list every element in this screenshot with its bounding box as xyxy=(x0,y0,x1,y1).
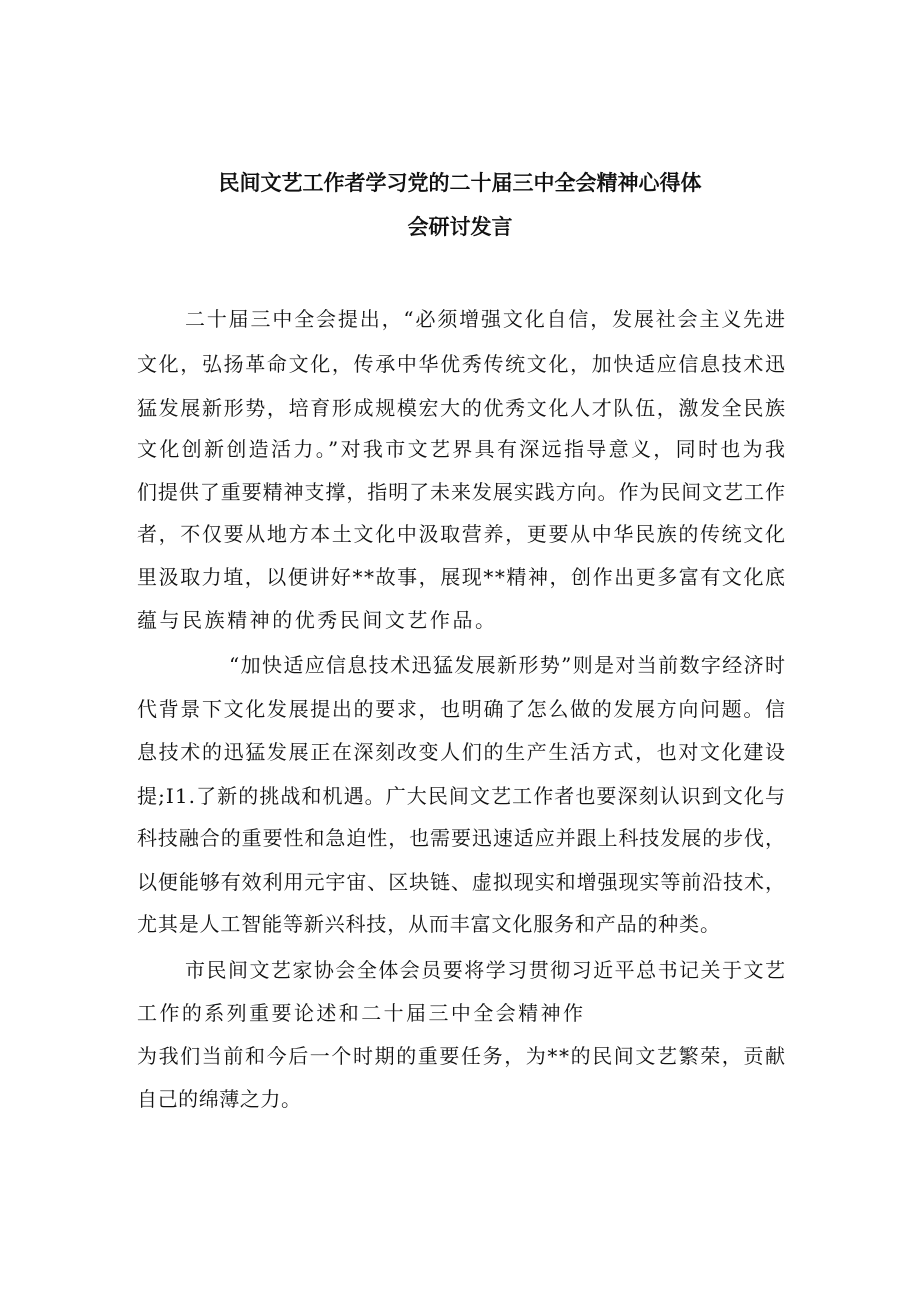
paragraph-1-line-8: 蕴与民族精神的优秀民间文艺作品。 xyxy=(137,608,498,632)
paragraph-1-line-5: 们提供了重要精神支撑，指明了未来发展实践方向。作为民间文艺工作 xyxy=(137,480,786,504)
paragraph-1-line-4: 文化创新创造活力。”对我市文艺界具有深远指导意义，同时也为我 xyxy=(137,437,788,461)
document-title-line-1: 民间文艺工作者学习党的二十届三中全会精神心得体 xyxy=(218,171,702,195)
paragraph-2-line-3: 息技术的迅猛发展正在深刻改变人们的生产生活方式，也对文化建设 xyxy=(137,740,787,764)
paragraph-2-line-4: 提;I1.了新的挑战和机遇。广大民间文艺工作者也要深刻认识到文化与 xyxy=(137,784,787,808)
paragraph-1-line-1: 二十届三中全会提出，“必须增强文化自信，发展社会主义先进 xyxy=(185,307,787,331)
paragraph-2-line-6: 以便能够有效利用元宇宙、区块链、虚拟现实和增强现实等前沿技术， xyxy=(137,870,786,894)
paragraph-2-line-1: “加快适应信息技术迅猛发展新形势”则是对当前数字经济时 xyxy=(229,653,787,677)
document-title-line-2: 会研讨发言 xyxy=(407,215,513,239)
paragraph-2-line-7: 尤其是人工智能等新兴科技，从而丰富文化服务和产品的种类。 xyxy=(137,912,721,936)
paragraph-2-line-2: 代背景下文化发展提出的要求，也明确了怎么做的发展方向问题。信 xyxy=(137,697,787,721)
paragraph-1-line-6: 者，不仅要从地方本土文化中汲取营养，更要从中华民族的传统文化 xyxy=(137,522,787,546)
paragraph-1-line-7: 里汲取力埴，以便讲好**故事，展现**精神，创作出更多富有文化底 xyxy=(137,565,787,589)
paragraph-3-line-4: 自己的绵薄之力。 xyxy=(137,1087,302,1111)
paragraph-1-line-2: 文化，弘扬革命文化，传承中华优秀传统文化，加快适应信息技术迅 xyxy=(137,352,787,376)
paragraph-3-line-2: 工作的系列重要论述和二十届三中全会精神作 xyxy=(137,1001,586,1025)
paragraph-1-line-3: 猛发展新形势，培育形成规模宏大的优秀文化人才队伍，激发全民族 xyxy=(137,396,787,420)
paragraph-3-line-1: 市民间文艺家协会全体会员要将学习贯彻习近平总书记关于文艺 xyxy=(185,958,787,982)
paragraph-3-line-3: 为我们当前和今后一个时期的重要任务，为**的民间文艺繁荣，贡献 xyxy=(137,1044,787,1068)
paragraph-2-line-5: 科技融合的重要性和急迫性，也需要迅速适应并跟上科技发展的步伐， xyxy=(137,826,786,850)
